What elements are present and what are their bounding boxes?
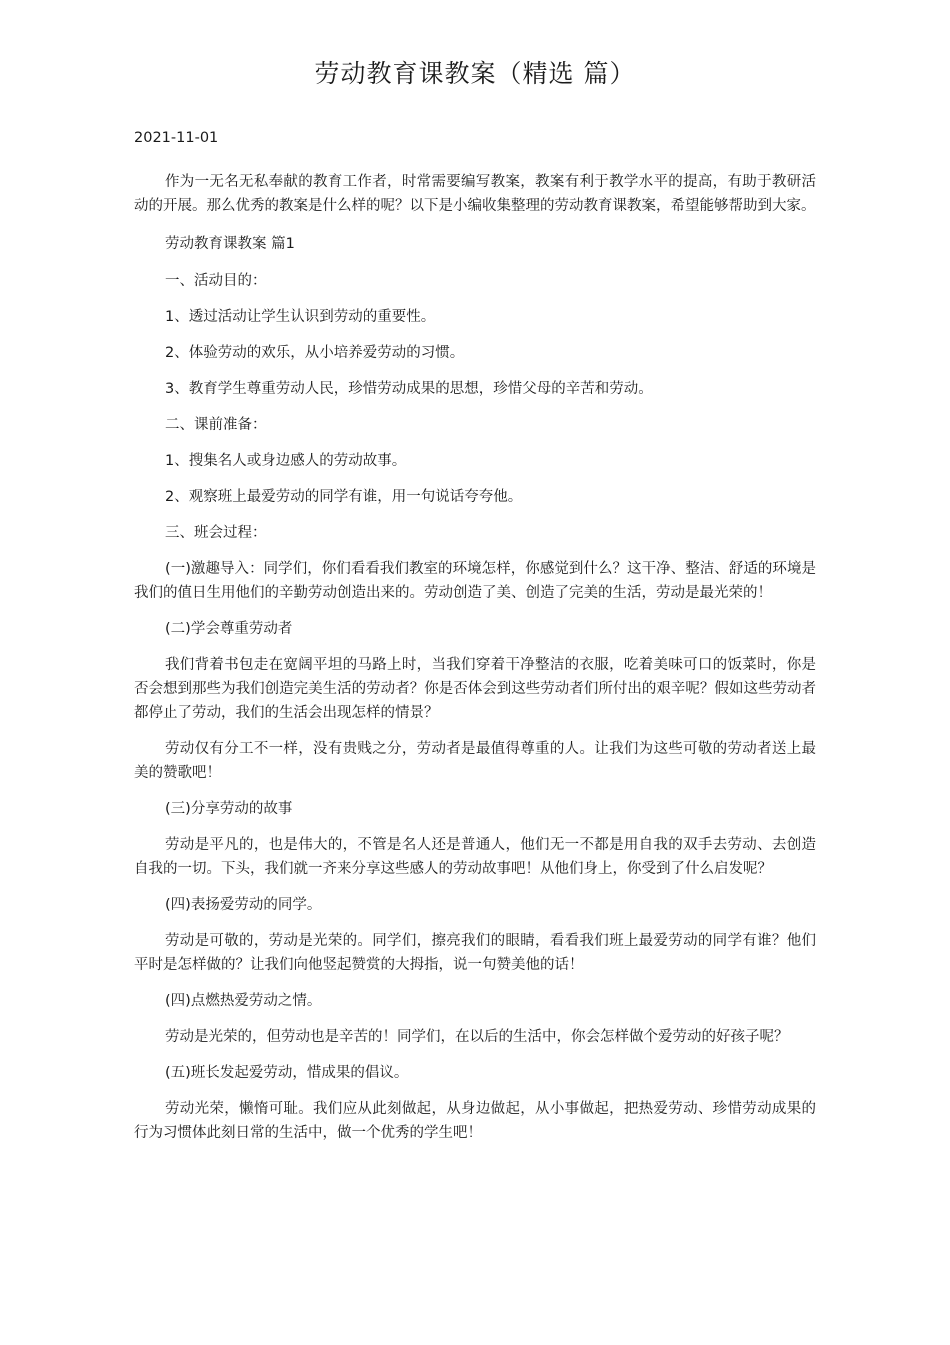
subsection-title: (四)点燃热爱劳动之情。 — [165, 993, 322, 1009]
body-paragraph: (一)激趣导入：同学们，你们看看我们教室的环境怎样，你感觉到什么？这干净、整洁、舒适的环境是我们的值日生用他们的辛勤劳动创造出来的。劳动创造了美、创造了完美的生活，劳动是最光荣的！ — [134, 561, 816, 601]
section-heading: 劳动教育课教案 篇1 — [165, 236, 295, 252]
body-paragraph: 劳动是可敬的，劳动是光荣的。同学们，擦亮我们的眼睛，看看我们班上最爱劳动的同学有谁？他们平时是怎样做的？让我们向他竖起赞赏的大拇指，说一句赞美他的话！ — [134, 933, 816, 973]
section-title-preparation: 二、课前准备： — [165, 417, 267, 433]
body-paragraph: 劳动仅有分工不一样，没有贵贱之分，劳动者是最值得尊重的人。让我们为这些可敬的劳动者送上最美的赞歌吧！ — [134, 741, 816, 781]
list-item: 2、体验劳动的欢乐，从小培养爱劳动的习惯。 — [165, 345, 465, 361]
subsection-title: (四)表扬爱劳动的同学。 — [165, 897, 322, 913]
subsection-title: (三)分享劳动的故事 — [165, 801, 293, 817]
body-paragraph: 劳动光荣，懒惰可耻。我们应从此刻做起，从身边做起，从小事做起，把热爱劳动、珍惜劳动成果的行为习惯体此刻日常的生活中，做一个优秀的学生吧！ — [134, 1101, 816, 1141]
list-item: 1、搜集名人或身边感人的劳动故事。 — [165, 453, 407, 469]
body-paragraph: 劳动是平凡的，也是伟大的，不管是名人还是普通人，他们无一不都是用自我的双手去劳动、去创造自我的一切。下头，我们就一齐来分享这些感人的劳动故事吧！从他们身上，你受到了什么启发呢？ — [134, 837, 816, 877]
list-item: 1、透过活动让学生认识到劳动的重要性。 — [165, 309, 436, 325]
document-date: 2021-11-01 — [134, 130, 219, 146]
body-paragraph: 我们背着书包走在宽阔平坦的马路上时，当我们穿着干净整洁的衣服，吃着美味可口的饭菜时，你是否会想到那些为我们创造完美生活的劳动者？你是否体会到这些劳动者们所付出的艰辛呢？假如这些劳动者都停止了劳动，我们的生活会出现怎样的情景？ — [134, 657, 816, 721]
subsection-title: (二)学会尊重劳动者 — [165, 621, 293, 637]
body-paragraph: 劳动是光荣的，但劳动也是辛苦的！同学们，在以后的生活中，你会怎样做个爱劳动的好孩子呢？ — [165, 1029, 789, 1045]
intro-paragraph: 作为一无名无私奉献的教育工作者，时常需要编写教案，教案有利于教学水平的提高，有助于教研活动的开展。那么优秀的教案是什么样的呢？以下是小编收集整理的劳动教育课教案，希望能够帮助到大家。 — [134, 174, 816, 214]
document-title: 劳动教育课教案（精选 篇） — [314, 59, 636, 88]
section-title-objectives: 一、活动目的： — [165, 273, 267, 289]
list-item: 3、教育学生尊重劳动人民，珍惜劳动成果的思想，珍惜父母的辛苦和劳动。 — [165, 381, 653, 397]
subsection-title: (五)班长发起爱劳动，惜成果的倡议。 — [165, 1065, 409, 1081]
section-title-process: 三、班会过程： — [165, 525, 267, 541]
list-item: 2、观察班上最爱劳动的同学有谁，用一句说话夸夸他。 — [165, 489, 523, 505]
document-body — [134, 170, 816, 1157]
